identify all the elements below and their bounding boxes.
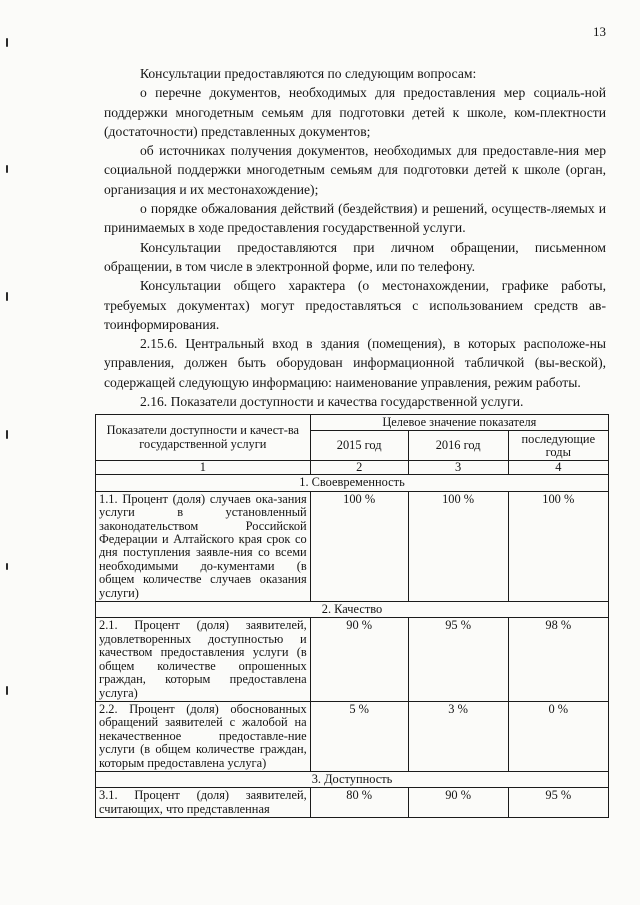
header-year: 2015 год bbox=[310, 431, 408, 461]
paragraph: о порядке обжалования действий (бездействия) и решений, осуществ-ляемых и принимаемых в ходе предоставления государственной услуги. bbox=[104, 201, 606, 236]
header-year: 2016 год bbox=[408, 431, 508, 461]
section-title: 3. Доступность bbox=[96, 771, 609, 787]
table-row bbox=[96, 491, 609, 601]
table-row bbox=[96, 788, 609, 818]
indicator-value: 3 % bbox=[408, 701, 508, 771]
column-number: 3 bbox=[408, 461, 508, 475]
page-number: 13 bbox=[593, 24, 606, 39]
indicator-value: 90 % bbox=[408, 788, 508, 818]
body-text bbox=[104, 64, 606, 411]
indicator-value: 80 % bbox=[310, 788, 408, 818]
margin-mark bbox=[6, 292, 8, 301]
indicators-table bbox=[95, 414, 609, 818]
margin-mark bbox=[6, 430, 8, 439]
paragraph: Консультации предоставляются при личном обращении, письменном обращении, в том числе в электронной форме, или по телефону. bbox=[104, 239, 606, 274]
margin-mark bbox=[6, 165, 8, 173]
paragraph: 2.15.6. Центральный вход в здания (помещения), в которых расположе-ны управления, должен быть оборудован информационной табличкой (вы-веской), содержащей следующую информацию: наименование управления, режим работы. bbox=[104, 336, 606, 390]
paragraph: Консультации общего характера (о местонахождении, графике работы, требуемых документах) могут предоставляться с использованием средств ав-тоинформирования. bbox=[104, 278, 606, 332]
header-indicator: Показатели доступности и качест-ва государственной услуги bbox=[96, 415, 311, 461]
margin-mark bbox=[6, 38, 8, 47]
indicator-value: 90 % bbox=[310, 618, 408, 701]
column-number: 2 bbox=[310, 461, 408, 475]
indicator-name: 2.2. Процент (доля) обоснованных обращений заявителей с жалобой на некачественное предоставле-ние услуги (в общем количестве граждан, которым предоставлена услуга) bbox=[96, 701, 311, 771]
paragraph: о перечне документов, необходимых для предоставления мер социаль-ной поддержки многодетным семьям для подготовки детей к школе, ком-плектности (достаточности) представленных документов; bbox=[104, 85, 606, 139]
margin-mark bbox=[6, 563, 8, 570]
indicator-name: 1.1. Процент (доля) случаев ока-зания услуги в установленный законодательством Российской Федерации и Алтайского края срок со дня поступления заявле-ния со всеми необходимыми до-кументами (в общем количестве случаев оказания услуги) bbox=[96, 491, 311, 601]
column-number: 4 bbox=[508, 461, 608, 475]
indicator-value: 5 % bbox=[310, 701, 408, 771]
indicator-value: 100 % bbox=[408, 491, 508, 601]
table-row bbox=[96, 618, 609, 701]
header-year: последующие годы bbox=[508, 431, 608, 461]
margin-mark bbox=[6, 686, 8, 695]
paragraph: об источниках получения документов, необходимых для предоставле-ния мер социальной поддержки многодетным семьям для подготовки детей к школе (орган, организация и их местонахождение); bbox=[104, 143, 606, 197]
indicator-value: 95 % bbox=[508, 788, 608, 818]
paragraph: 2.16. Показатели доступности и качества государственной услуги. bbox=[140, 394, 524, 410]
indicator-value: 98 % bbox=[508, 618, 608, 701]
paragraph: Консультации предоставляются по следующим вопросам: bbox=[140, 66, 477, 81]
column-number: 1 bbox=[96, 461, 311, 475]
indicator-value: 100 % bbox=[508, 491, 608, 601]
section-title: 2. Качество bbox=[96, 602, 609, 618]
indicator-value: 100 % bbox=[310, 491, 408, 601]
indicator-value: 0 % bbox=[508, 701, 608, 771]
indicator-value: 95 % bbox=[408, 618, 508, 701]
indicator-name: 3.1. Процент (доля) заявителей, считающих, что представленная bbox=[96, 788, 311, 818]
table-row bbox=[96, 701, 609, 771]
indicator-name: 2.1. Процент (доля) заявителей, удовлетворенных доступностью и качеством предоставления услуги (в общем количестве опрошенных граждан, которым предоставлена услуга) bbox=[96, 618, 311, 701]
section-title: 1. Своевременность bbox=[96, 475, 609, 491]
header-target-value: Целевое значение показателя bbox=[310, 415, 608, 431]
